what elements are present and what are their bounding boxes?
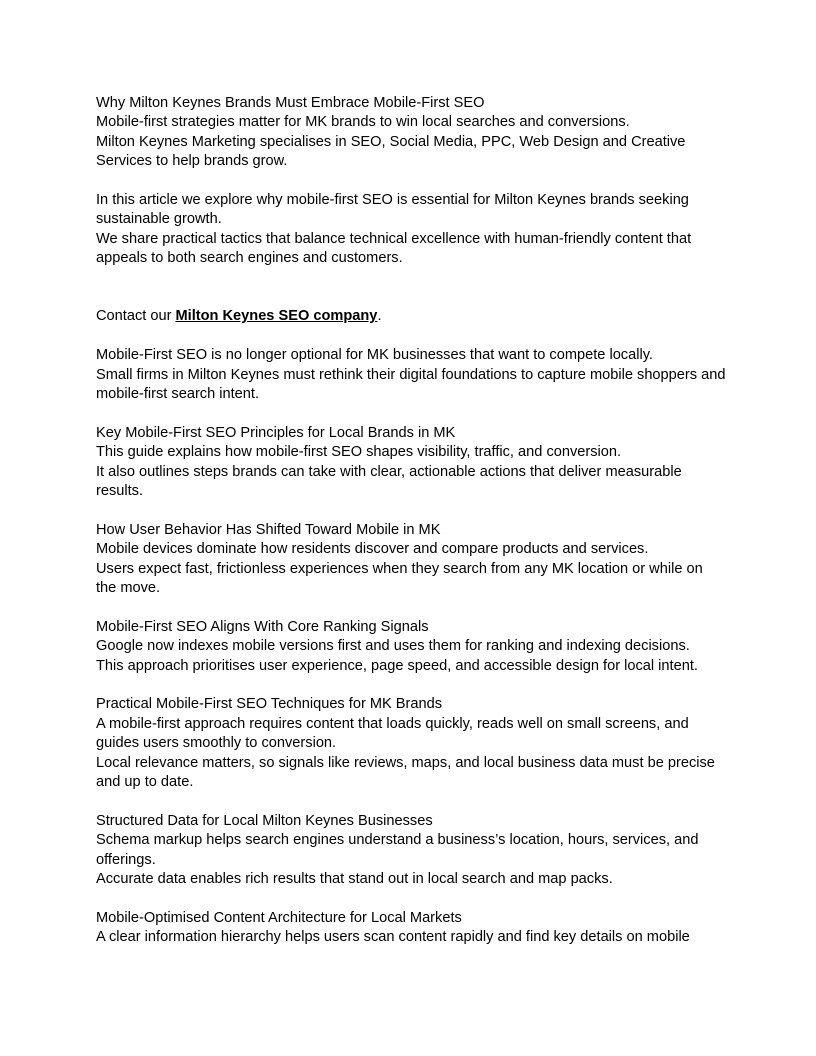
intro-line: Milton Keynes Marketing specialises in SEO, Social Media, PPC, Web Design and Creative Services to help brands grow. [96,133,686,170]
section-block [96,424,726,502]
section-heading: Key Mobile-First SEO Principles for Local Brands in MK [96,424,456,441]
section-line: A mobile-first approach requires content that loads quickly, reads well on small screens, and guides users smoothly to conversion. [96,715,689,752]
section-heading: Mobile-First SEO Aligns With Core Ranking Signals [96,618,429,635]
seo-company-link[interactable]: Milton Keynes SEO company [175,308,378,325]
section-block [96,695,726,792]
section-heading: Mobile-First SEO is no longer optional for MK businesses that want to compete locally. [96,347,653,364]
section-line: Local relevance matters, so signals like reviews, maps, and local business data must be precise and up to date. [96,754,715,791]
contact-line [96,307,726,326]
contact-prefix: Contact our [96,308,176,325]
intro-block [96,94,726,172]
section-line: It also outlines steps brands can take with clear, actionable actions that deliver measurable results. [96,463,682,500]
section-line: Schema markup helps search engines understand a business’s location, hours, services, and offerings. [96,832,699,868]
article-intro-block [96,191,726,269]
section-block [96,812,726,890]
article-title: Why Milton Keynes Brands Must Embrace Mobile-First SEO [96,95,485,111]
section-line: Accurate data enables rich results that stand out in local search and map packs. [96,871,613,888]
section-block [96,521,726,599]
section-line: A clear information hierarchy helps users scan content rapidly and find key details on mobile [96,929,690,946]
article-intro-line: We share practical tactics that balance technical excellence with human-friendly content that appeals to both search engines and customers. [96,230,692,267]
article-intro-line: In this article we explore why mobile-first SEO is essential for Milton Keynes brands seeking sustainable growth. [96,192,689,228]
section-line: Small firms in Milton Keynes must rethink their digital foundations to capture mobile shoppers and mobile-first search intent. [96,366,726,403]
section-block [96,346,726,404]
section-line: Google now indexes mobile versions first and uses them for ranking and indexing decisions. [96,638,690,655]
section-line: This approach prioritises user experience, page speed, and accessible design for local intent. [96,657,698,674]
section-block [96,909,726,948]
section-heading: Structured Data for Local Milton Keynes Businesses [96,812,433,829]
section-heading: Mobile-Optimised Content Architecture for Local Markets [96,909,462,926]
section-heading: Practical Mobile-First SEO Techniques for MK Brands [96,696,443,713]
section-heading: How User Behavior Has Shifted Toward Mobile in MK [96,521,441,538]
document-page [96,94,726,967]
contact-suffix: . [377,308,382,325]
section-block [96,618,726,676]
section-line: Mobile devices dominate how residents discover and compare products and services. [96,541,649,558]
section-line: This guide explains how mobile-first SEO shapes visibility, traffic, and conversion. [96,444,622,461]
intro-line: Mobile-first strategies matter for MK brands to win local searches and conversions. [96,114,630,131]
section-line: Users expect fast, frictionless experiences when they search from any MK location or while on the move. [96,560,703,597]
